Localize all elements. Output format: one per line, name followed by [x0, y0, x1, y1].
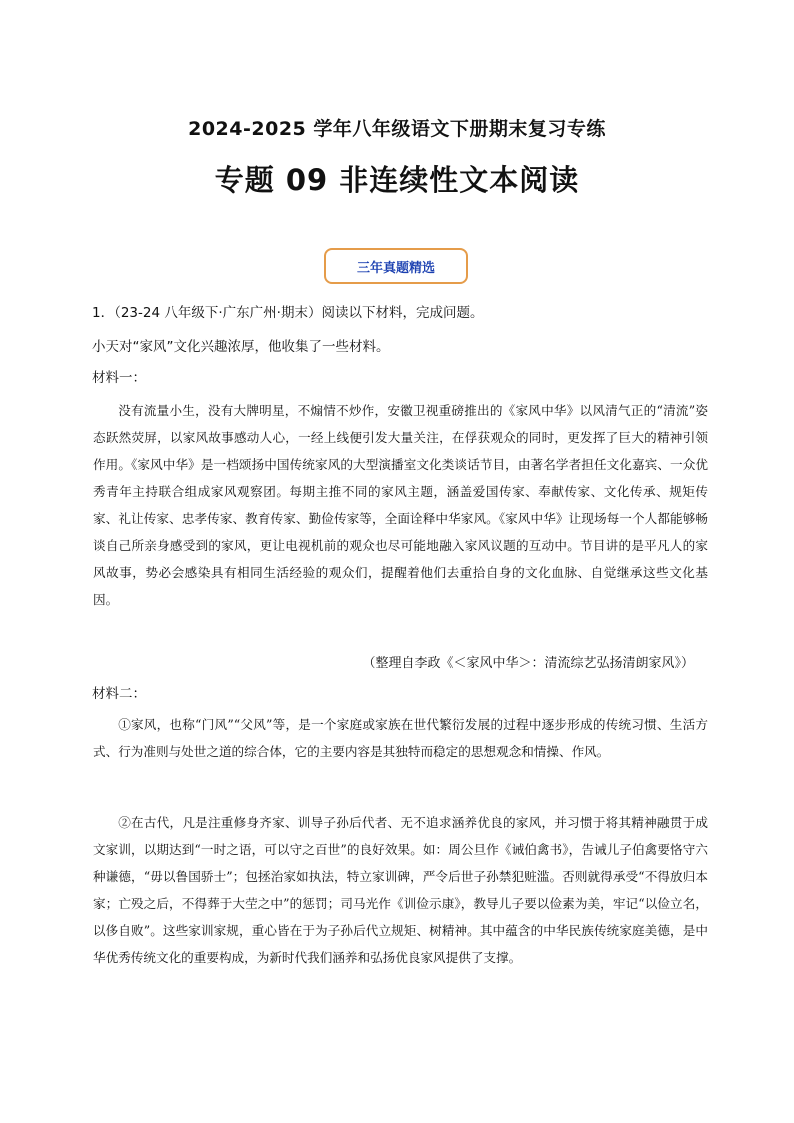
material-two-label: 材料二： — [92, 686, 146, 702]
section-badge-label: 三年真题精选 — [356, 260, 435, 276]
section-badge — [324, 248, 468, 284]
material-one-label: 材料一： — [92, 370, 146, 386]
material-two-paragraph-2: ②在古代，凡是注重修身齐家、训导子孙后代者、无不追求涵养优良的家风，并习惯于将其精神融贯于成文家训，以期达到“一时之语，可以守之百世”的良好效果。如：周公旦作《诫伯禽书》，告诫儿子伯禽要恪守六种谦德，“毋以鲁国骄士”；包拯治家如执法，特立家训碑，严令后世子孙禁犯赃滥。否则就得承受“不得放归本家；亡殁之后，不得葬于大茔之中”的惩罚；司马光作《训俭示康》，教导儿子要以俭素为美，牢记“以俭立名，以侈自败”。这些家训家规，重心皆在于为子孙后代立规矩、树精神。其中蕴含的中华民族传统家庭美德，是中华优秀传统文化的重要构成，为新时代我们涵养和弘扬优良家风提供了支撑。 — [93, 815, 708, 965]
question-stem: 1．（23-24 八年级下·广东广州·期末）阅读以下材料，完成问题。 — [92, 305, 484, 321]
question-intro: 小天对“家风”文化兴趣浓厚，他收集了一些材料。 — [92, 339, 390, 355]
material-one-source: （整理自李政《＜家风中华＞：清流综艺弘扬清朗家风》） — [362, 656, 694, 671]
material-two-paragraph-1: ①家风，也称“门风”“父风”等，是一个家庭或家族在世代繁衍发展的过程中逐步形成的传统习惯、生活方式、行为准则与处世之道的综合体，它的主要内容是其独特而稳定的思想观念和情操、作风。 — [93, 717, 708, 759]
material-one-paragraph: 没有流量小生，没有大牌明星，不煽情不炒作，安徽卫视重磅推出的《家风中华》以风清气正的“清流”姿态跃然荧屏，以家风故事感动人心，一经上线便引发大量关注，在俘获观众的同时，更发挥了巨大的精神引领作用。《家风中华》是一档颂扬中国传统家风的大型演播室文化类谈话节目，由著名学者担任文化嘉宾、一众优秀青年主持联合组成家风观察团。每期主推不同的家风主题，涵盖爱国传家、奉献传家、文化传承、规矩传家、礼让传家、忠孝传家、教育传家、勤俭传家等，全面诠释中华家风。《家风中华》让现场每一个人都能够畅谈自己所亲身感受到的家风，更让电视机前的观众也尽可能地融入家风议题的互动中。节目讲的是平凡人的家风故事，势必会感染具有相同生活经验的观众们，提醒着他们去重拾自身的文化血脉、自觉继承这些文化基因。 — [93, 403, 708, 607]
document-title: 专题 09 非连续性文本阅读 — [214, 163, 580, 197]
document-subtitle: 2024-2025 学年八年级语文下册期末复习专练 — [188, 118, 606, 140]
